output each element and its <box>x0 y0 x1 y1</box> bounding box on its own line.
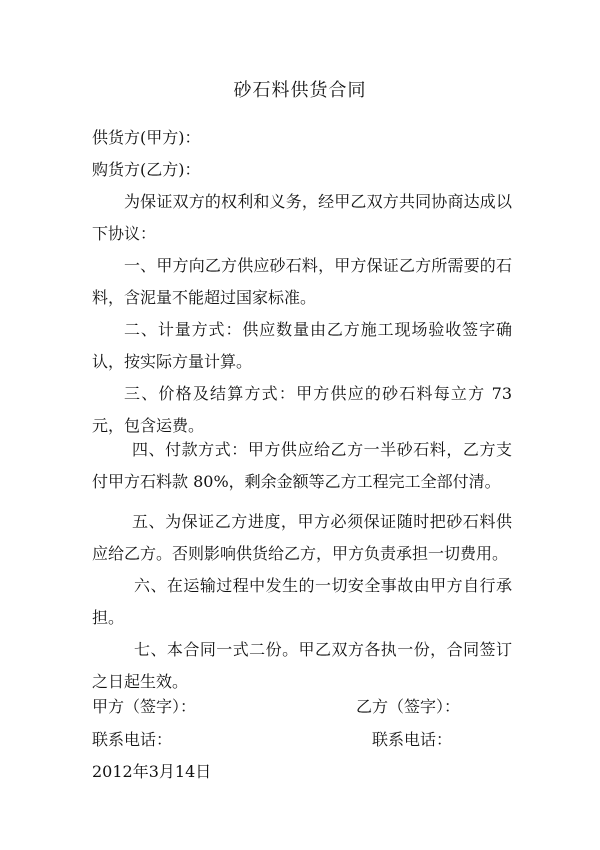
supplier-line: 供货方(甲方)： <box>92 128 201 147</box>
clause-2: 二、计量方式：供应数量由乙方施工现场验收签字确认，按实际方量计算。 <box>92 320 512 371</box>
clause-4: 四、付款方式：甲方供应给乙方一半砂石料，乙方支付甲方石料款 80%，剩余金额等乙方工程完工全部付清。 <box>92 440 512 491</box>
buyer-line: 购货方(乙方)： <box>92 160 201 179</box>
preamble-paragraph: 为保证双方的权利和义务，经甲乙双方共同协商达成以下协议： <box>92 192 512 243</box>
clause-6: 六、在运输过程中发生的一切安全事故由甲方自行承担。 <box>92 576 512 627</box>
document-title: 砂石料供货合同 <box>233 80 367 101</box>
party-a-signature: 甲方（签字）： <box>92 697 197 716</box>
party-b-signature: 乙方（签字）： <box>356 697 461 716</box>
clause-5: 五、为保证乙方进度，甲方必须保证随时把砂石料供应给乙方。否则影响供货给乙方，甲方负责承担一切费用。 <box>92 512 512 563</box>
party-a-phone: 联系电话： <box>92 730 173 749</box>
contract-date: 2012年3月14日 <box>92 762 212 781</box>
party-b-phone: 联系电话： <box>372 730 453 749</box>
clause-3: 三、价格及结算方式：甲方供应的砂石料每立方 73 元，包含运费。 <box>92 384 512 435</box>
clause-1: 一、甲方向乙方供应砂石料，甲方保证乙方所需要的石料，含泥量不能超过国家标准。 <box>92 256 512 307</box>
clause-7: 七、本合同一式二份。甲乙双方各执一份，合同签订之日起生效。 <box>92 640 512 691</box>
